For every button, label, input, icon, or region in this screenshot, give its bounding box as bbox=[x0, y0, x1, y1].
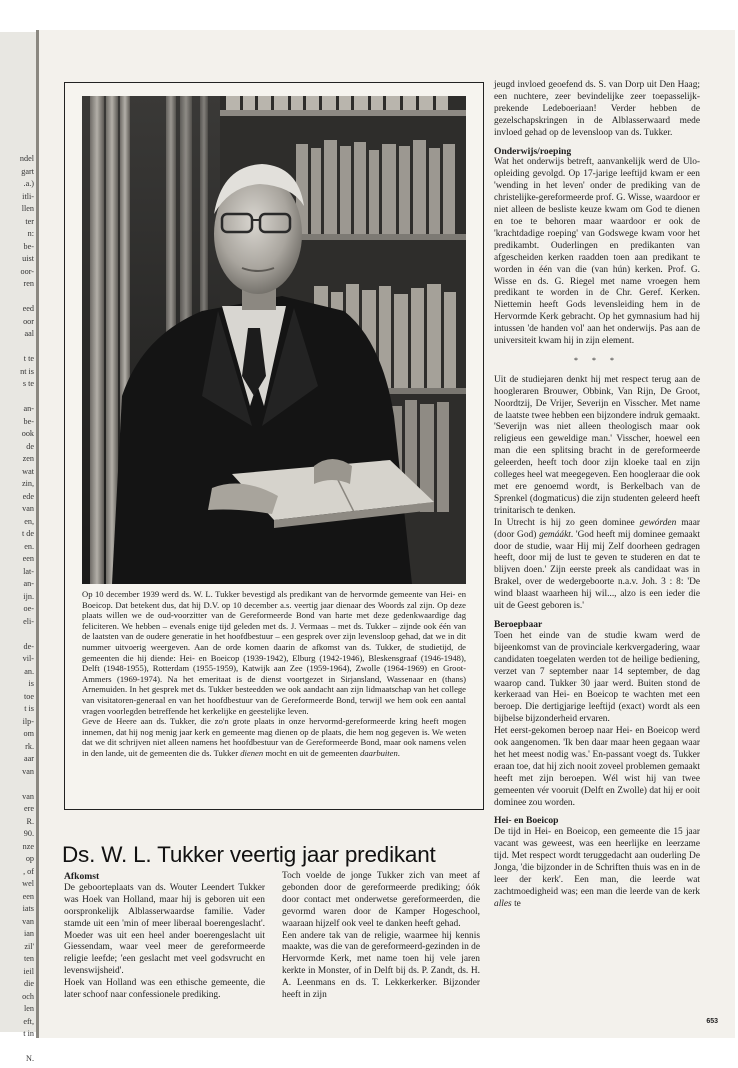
previous-page-text-fragment: och bbox=[22, 991, 34, 1001]
previous-page-text-fragment: ijn. bbox=[23, 591, 34, 601]
paragraph bbox=[494, 827, 700, 910]
previous-page-text-fragment: eed bbox=[22, 304, 34, 313]
text: De tijd in Hei- en Boeicop, een gemeente die 15 jaar vacant was geweest, was een heerlijke en leerzame tijd. Met respect wordt teruggedacht aan ouderling De Jonga, 'die bijzonder in de Schriften thuis was en in de leer der kerk'. Een man, die leerde wat zachtmoedigheid was; een man die leerde van de kerk bbox=[494, 827, 700, 897]
previous-page-text-fragment: aal bbox=[24, 329, 34, 338]
previous-page-text-fragment: an- bbox=[23, 579, 34, 588]
article-column-3 bbox=[494, 80, 700, 911]
previous-page-text-fragment: ndel bbox=[19, 154, 34, 163]
previous-page-text-fragment: van bbox=[22, 504, 34, 513]
page-number: 653 bbox=[706, 1018, 718, 1025]
text: . 'God heeft mij dominee gemaakt door de studie, waar Hij mij Zelf doorheen gedragen heeft, door mij de lust te geven te studeren en dat te blijven doen.' Zijn eerste preek als candidaat was in Brakel, over de wedergeboorte n.a.v. Joh. 3 : 8: 'De wind blaast waarheen hij wil..., alzo is een ieder die uit de Geest geboren is.' bbox=[494, 529, 701, 612]
previous-page-text-fragment: oor- bbox=[20, 266, 34, 276]
caption-text: mocht en uit de gemeenten bbox=[265, 747, 358, 758]
paragraph: Wat het onderwijs betreft, aanvankelijk werd de Ulo-opleiding gevolgd. Op 17-jarige leeftijd kwam er een 'wending in het leven' onder de prediking van de christelijke-gereformeerde prof. G. Wisse, waardoor er niet alleen de besliste keuze kwam om God te dienen en toe te behoren maar waardoor er ook de 'krachtdadige roeping' van Godswege kwam voor het predikambt. Ouderlingen en predikanten van afgescheiden kerken raadden toen aan predikant te worden in één van die (van hún) kerken. Prof. G. Wisse en ds. G. Riegel met name vroegen hem predikant te worden in de Chr. Geref. Kerken. Niettemin heeft Gods levensleiding hem in de Hervormde Kerk gebracht. Op het gymnasium had hij intussen 'de handen vol' aan het onderwijs. Pas aan de universiteit kwam hij in zijn element. bbox=[494, 157, 700, 347]
previous-page-text-fragment: en, bbox=[24, 516, 34, 526]
paragraph: Toen het einde van de studie kwam werd de bijeenkomst van de provinciale kerkvergadering, waar candidaten toegelaten werden tot de heilige bediening, verzet van 7 september naar 14 september, de dag waarop cand. Tukker 30 jaar werd. Buiten stond de kerkeraad van Hei- en Boeicop te wachten met een beroep. Die dertigjarige leeftijd (exact) wordt als een bijbelse bijzonderheid ervaren. bbox=[494, 630, 700, 725]
previous-page-text-fragment: toe bbox=[23, 691, 34, 701]
previous-page-text-fragment: en. bbox=[24, 541, 34, 551]
previous-page-text-fragment: iats bbox=[22, 904, 34, 913]
text: In Utrecht is hij zo geen dominee bbox=[494, 517, 635, 528]
previous-page-text-fragment: van bbox=[22, 766, 34, 776]
previous-page-text-fragment: lat- bbox=[23, 566, 34, 576]
previous-page-text-fragment: zen bbox=[22, 454, 34, 463]
previous-page-text-fragment: ian bbox=[23, 929, 34, 938]
previous-page-text-fragment: itli- bbox=[22, 191, 34, 201]
previous-page-text-fragment: R. bbox=[26, 816, 34, 826]
article-headline: Ds. W. L. Tukker veertig jaar predikant bbox=[62, 842, 436, 867]
section-separator: * * * bbox=[574, 355, 620, 365]
previous-page-text-fragment: aar bbox=[24, 754, 34, 763]
previous-page-text-fragment: t is bbox=[24, 704, 34, 713]
previous-page-text-fragment: een bbox=[22, 554, 34, 563]
text: maar (door God) bbox=[494, 517, 701, 540]
previous-page-text-fragment: uist bbox=[22, 254, 34, 263]
caption-text: . bbox=[397, 747, 400, 758]
previous-page-text-fragment: llen bbox=[21, 204, 34, 213]
photo-caption bbox=[82, 589, 466, 759]
paragraph: Toch voelde de jonge Tukker zich van meet af gebonden door de gereformeerde prediking; óók door contact met onderwetse gereformeerden, die gevormd waren door de Kamper Hogeschool, waaraan hijzelf ook veel te danken heeft gehad. bbox=[282, 871, 480, 929]
previous-page-text-fragment: ieil bbox=[23, 966, 34, 976]
paragraph: Uit de studiejaren denkt hij met respect terug aan de hoogleraren Brouwer, Obbink, Van Rijn, De Groot, Noordtzij, De Vrijer, Severijn en Visscher. Met name de laatste twee hebben een bijzondere indruk gemaakt. 'Severijn was niet alleen theologisch maar ook religieus een geweldige man.' Visscher, hoewel een man die een splitsing bracht in de gereformeerde geleerden, heeft toch door zijn kloeke taal en zijn colleges heel wat meegegeven. Een hoogleraar die ook met ere genoemd wordt, is Berkelbach van de Sprenkel (dogmaticus) die zijn studenten geleerd heeft trinitarisch te denken. bbox=[494, 374, 700, 516]
previous-page-text-fragment: die bbox=[23, 979, 34, 988]
previous-page-text-fragment: t de bbox=[21, 529, 34, 538]
previous-page-text-fragment: eli- bbox=[23, 616, 34, 626]
previous-page-text-fragment: oor bbox=[23, 316, 34, 326]
previous-page-text-fragment: oe- bbox=[23, 604, 34, 613]
text: te bbox=[514, 898, 521, 909]
section-heading: Onderwijs/roeping bbox=[494, 145, 572, 157]
caption-emphasis: daarbuiten bbox=[360, 747, 398, 758]
previous-page-text-fragment: nze bbox=[22, 841, 34, 851]
emphasis: gewórden bbox=[639, 517, 677, 528]
previous-page-text-fragment: .a.) bbox=[23, 179, 34, 188]
previous-page-text-fragment: nt is bbox=[20, 366, 34, 376]
previous-page-text-fragment: an- bbox=[23, 404, 34, 413]
article-column-2 bbox=[282, 871, 480, 1002]
previous-page-text-fragment: van bbox=[22, 791, 34, 801]
paragraph bbox=[494, 518, 700, 613]
portrait-photo bbox=[82, 96, 466, 584]
previous-page-text-fragment: s te bbox=[22, 379, 34, 388]
previous-page-text-fragment: gart bbox=[21, 166, 34, 176]
previous-page-text-fragment: de- bbox=[23, 641, 34, 651]
previous-page-text-fragment: een bbox=[22, 891, 34, 901]
previous-page-text-fragment: zin, bbox=[21, 479, 34, 488]
caption-text: Geve de Heere aan ds. Tukker, die zo'n grote plaats in onze hervormd-gereformeerde kring heeft mogen innemen, dat hij nog menig jaar kerk en gemeente mag dienen op de plaats, die hem nog gegeven is. We weten dat we dit schrijven niet alleen namens het hoofdbestuur van de Gereformeerde Bond, maar ook namens velen in den lande, uit de gemeenten die ds. Tukker bbox=[82, 716, 466, 758]
emphasis: alles bbox=[494, 898, 512, 909]
previous-page-text-fragment: ten bbox=[23, 954, 34, 963]
previous-page-text-fragment: an. bbox=[24, 666, 34, 676]
previous-page-text-fragment: eft, bbox=[23, 1016, 34, 1026]
previous-page-text-fragment: om bbox=[23, 729, 34, 738]
previous-page-text-fragment: ere bbox=[24, 804, 34, 813]
previous-page-text-fragment: ter bbox=[25, 216, 34, 226]
previous-page-text-fragment: rk. bbox=[25, 741, 34, 751]
paragraph: jeugd invloed geoefend ds. S. van Dorp uit Den Haag; een nuchtere, zeer bevindelijke zeer toepasselijk-prekende Ledeboeriaan! Verder hebben de gezelschapskringen in de Alblasserwaard mede invloed gehad op de levensloop van ds. Tukker. bbox=[494, 80, 700, 138]
previous-page-text-fragment: is bbox=[28, 679, 34, 688]
paragraph: Een andere tak van de religie, waarmee hij kennis maakte, was die van de gereformeerd-gezinden in de Hervormde Kerk, met name toen hij vele jaren kerkte in Monster, of in Delft bij ds. P. Zandt, ds. H. A. Leenmans en ds. T. Lekkerkerker. Bijzonder heeft in zijn bbox=[282, 930, 480, 1001]
previous-page-text-fragment: wat bbox=[22, 466, 34, 476]
previous-page-text-fragment: be- bbox=[23, 241, 34, 251]
previous-page-text-fragment: wel bbox=[22, 879, 34, 888]
previous-page-text-fragment: , of bbox=[23, 866, 34, 876]
article-column-1 bbox=[64, 871, 265, 1002]
previous-page-text-fragment: n: bbox=[27, 229, 34, 238]
previous-page-text-fragment: t te bbox=[23, 354, 34, 363]
previous-page-text-fragment: op bbox=[25, 854, 34, 863]
paragraph: Hoek van Holland was een ethische gemeente, die later schoof naar confessionele prediking. bbox=[64, 978, 265, 1001]
previous-page-text-fragment: ede bbox=[22, 491, 34, 501]
previous-page-text-fragment: t in bbox=[23, 1029, 34, 1038]
previous-page-text-fragment: be- bbox=[23, 416, 34, 426]
section-heading: Hei- en Boeicop bbox=[494, 815, 559, 827]
previous-page-text-fragment: ren bbox=[23, 279, 34, 288]
portrait-illustration bbox=[82, 96, 466, 584]
caption-paragraph-1: Op 10 december 1939 werd ds. W. L. Tukker bevestigd als predikant van de hervormde gemeente van Hei- en Boeicop. Dat betekent dus, dat hij D.V. op 10 december a.s. veertig jaar dienaar des Woords zal zijn. Op deze plaats willen we de oud-voorzitter van de Gereformeerde Bond van harte met deze gedenkwaardige dag feliciteren. We hebben – evenals enige tijd geleden met ds. J. Vermaas – met ds. Tukker – zijnde ook één van de laatsten van de oudere generatie in het hoofdbestuur – een gesprek over zijn levensloop gehad, dat we in dit nummer uitvoerig weergeven. Aan de orde komen daarin de afkomst van ds. Tukker, de studietijd, de gemeenten die hij diende: Hei- en Boeicop (1939-1942), Elburg (1942-1946), Bleskensgraaf (1946-1948), Delft (1948-1955), Rotterdam (1955-1959), Katwijk aan Zee (1959-1964), Zwolle (1964-1969) en Groot-Ammers (1969-1974). Na het emeritaat is de dienst voortgezet in Sirjansland, Wassenaar en (thans) Arnemuiden. In het gesprek met ds. Tukker besteedden we ook aandacht aan zijn lidmaatschap van het college van visitatoren-generaal en van het hoofdbestuur van de Gereformeerde Bond, terwijl we hem ook een aantal vragen voorlegden betreffende het kerkelijke en geestelijke leven. bbox=[82, 589, 466, 716]
section-heading: Beroepbaar bbox=[494, 618, 543, 630]
caption-paragraph-2 bbox=[82, 716, 466, 758]
previous-page-text-fragment: van bbox=[22, 916, 34, 926]
previous-page-text-fragment: zil' bbox=[24, 941, 34, 951]
paragraph: De geboorteplaats van ds. Wouter Leendert Tukker was Hoek van Holland, maar hij is geboren uit een oorspronkelijk Alblasserwaardse familie. Vader stamde uit een 'min of meer liberaal boerengeslacht'. Moeder was uit een heel ander boerengeslacht uit Giessendam, waar veel meer de gereformeerde religie leefde; 'een geslacht met veel godsvrucht en levenswijsheid'. bbox=[64, 882, 265, 977]
section-heading: Afkomst bbox=[64, 871, 100, 882]
previous-page-text-fragment: de bbox=[26, 441, 34, 451]
previous-page-text-fragment: ook bbox=[21, 429, 34, 438]
paragraph: Het eerst-gekomen beroep naar Hei- en Boeicop werd ook aangenomen. 'Ik ben daar maar heen gegaan waar het het meest nodig was.' En-passant voegt ds. Tukker eraan toe, dat hij zich nooit zoveel problemen gemaakt heeft met zijn beroepen. Wél wist hij van twee gemeenten vér vooruit (Delft en Zwolle) dat hij er ooit dominee zou worden. bbox=[494, 726, 700, 808]
emphasis: gemáákt bbox=[539, 529, 571, 540]
previous-page-text-fragment: 90. bbox=[23, 829, 34, 838]
caption-emphasis: dienen bbox=[240, 747, 264, 758]
previous-page-text-fragment: ilp- bbox=[22, 716, 34, 726]
previous-page-text-fragment: N. bbox=[26, 1054, 34, 1063]
previous-page-text-fragment: len bbox=[23, 1004, 34, 1013]
previous-page-margin bbox=[0, 32, 36, 1063]
previous-page-text-fragment: vil- bbox=[22, 654, 34, 663]
